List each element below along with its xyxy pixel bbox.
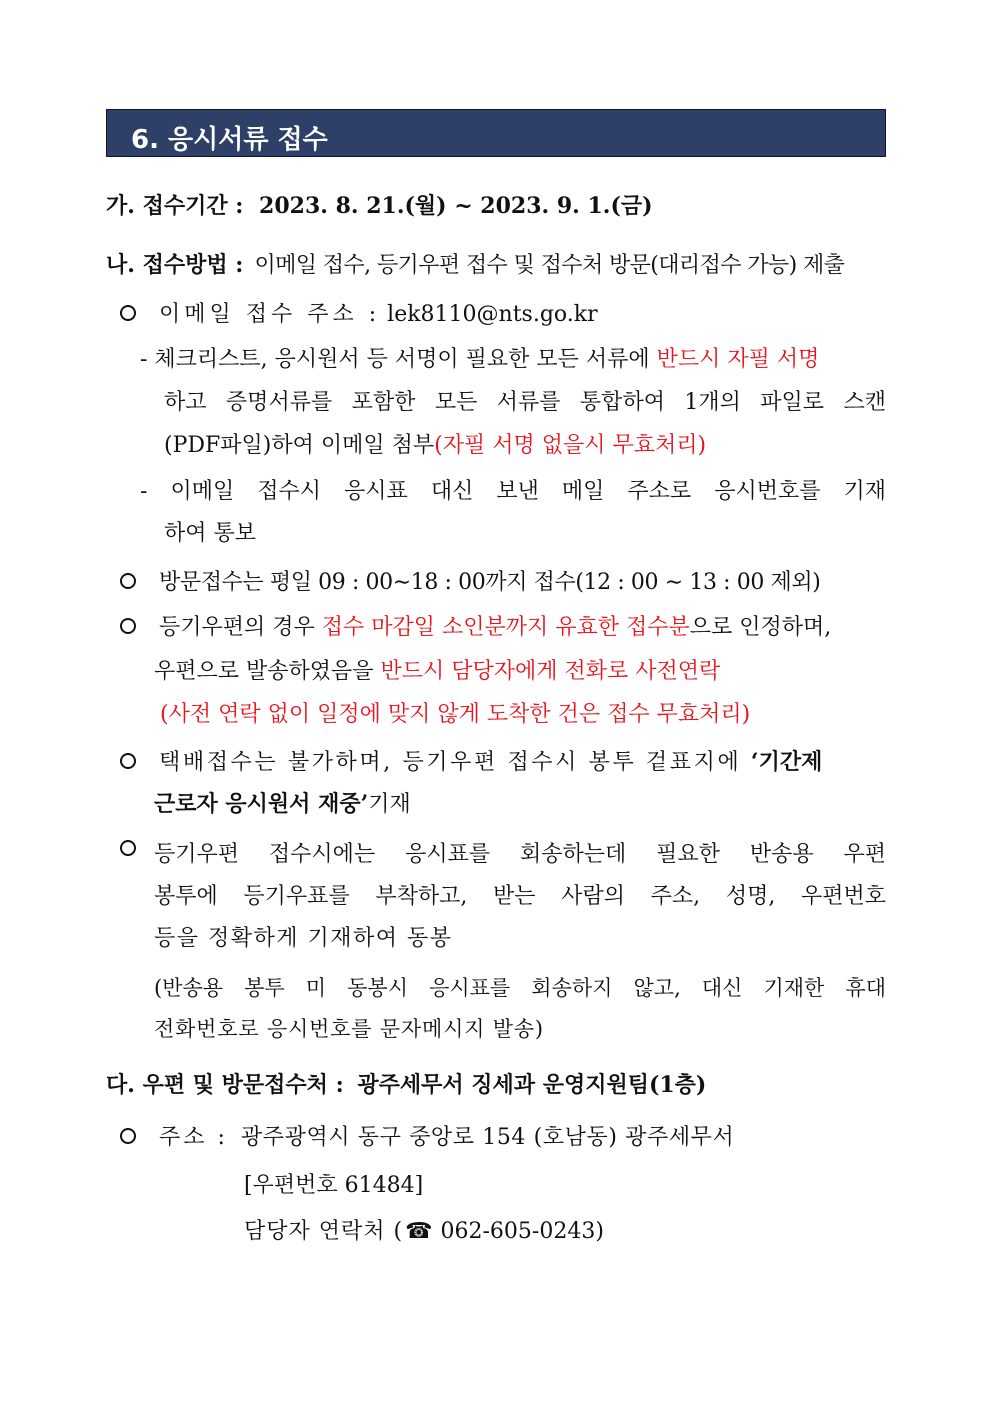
registered-red: 접수 마감일 소인분까지 유효한 접수분 [321, 615, 690, 640]
email-notice-line-2: 하여 통보 [164, 521, 257, 546]
circle-bullet-icon [120, 618, 136, 634]
email-label: 이메일 접수 주소 : [159, 302, 381, 327]
signature-note-line-3 [164, 428, 706, 459]
office-label: 다. 우편 및 방문접수처 : [106, 1072, 344, 1098]
email-notice-line-1: - 이메일 접수시 응시표 대신 보낸 메일 주소로 응시번호를 기재 [140, 479, 886, 504]
registered-line-1 [120, 610, 831, 641]
address-label: 주소 : [159, 1125, 228, 1150]
circle-bullet-icon [120, 1128, 136, 1144]
office-value: 광주세무서 징세과 운영지원팀(1층) [357, 1072, 707, 1098]
signature-note-line-2: 하고 증명서류를 포함한 모든 서류를 통합하여 1개의 파일로 스캔 [164, 390, 886, 415]
office-line [106, 1068, 706, 1099]
courier-text: 택배접수는 불가하며, 등기우편 접수시 봉투 겉표지에 [159, 750, 751, 775]
section-title: 6. 응시서류 접수 [131, 125, 328, 155]
period-line [106, 189, 653, 220]
signature-note-line-1 [140, 342, 819, 373]
period-value: 2023. 8. 21.(월) ~ 2023. 9. 1.(금) [259, 193, 653, 219]
signature-note-text-3: (PDF파일)하여 이메일 첨부 [164, 433, 435, 458]
circle-bullet-icon [120, 305, 136, 321]
courier-bold: ‘기간제 [750, 749, 823, 775]
method-line [106, 248, 844, 279]
return-line-1: 등기우편 접수시에는 응시표를 회송하는데 필요한 반송용 우편 [154, 842, 886, 867]
courier-line-1 [120, 745, 886, 776]
email-line [120, 297, 598, 328]
signature-note-text: - 체크리스트, 응시원서 등 서명이 필요한 모든 서류에 [140, 347, 657, 372]
visit-line [120, 565, 820, 596]
registered-line-3: (사전 연락 없이 일정에 맞지 않게 도착한 건은 접수 무효처리) [160, 702, 751, 727]
contact-phone: 062-605-0243) [440, 1219, 604, 1244]
address-line [120, 1120, 734, 1151]
registered-red-2: 반드시 담당자에게 전화로 사전연락 [380, 659, 721, 684]
telephone-icon: ☎ [405, 1219, 433, 1244]
registered-line-2 [154, 654, 720, 685]
email-address: lek8110@nts.go.kr [387, 302, 598, 327]
return-line-3: 등을 정확하게 기재하여 동봉 [154, 926, 453, 951]
contact-label: 담당자 연락처 ( [244, 1219, 404, 1244]
courier-text-2: 기재 [368, 792, 411, 817]
courier-line-2 [154, 787, 411, 818]
circle-bullet-icon [120, 837, 136, 862]
registered-text: 등기우편의 경우 [159, 615, 322, 640]
visit-text: 방문접수는 평일 09 : 00∼18 : 00까지 접수(12 : 00 ∼ 13 : 00 제외) [159, 570, 821, 595]
registered-text-b: 으로 인정하며, [689, 615, 832, 640]
return-line-2: 봉투에 등기우표를 부착하고, 받는 사람의 주소, 성명, 우편번호 [154, 884, 886, 909]
method-label: 나. 접수방법 : [106, 252, 244, 278]
period-label: 가. 접수기간 : [106, 193, 244, 219]
return-note-line-2: 전화번호로 응시번호를 문자메시지 발송) [154, 1017, 544, 1041]
circle-bullet-icon [120, 753, 136, 769]
signature-note-red-3: (자필 서명 없을시 무효처리) [434, 433, 707, 458]
postal-code: [우편번호 61484] [244, 1173, 424, 1198]
circle-bullet-icon [120, 573, 136, 589]
signature-note-red: 반드시 자필 서명 [656, 347, 820, 372]
courier-bold-2: 근로자 응시원서 재중’ [154, 791, 369, 817]
section-header [106, 109, 886, 157]
contact-line [244, 1214, 604, 1245]
method-value: 이메일 접수, 등기우편 접수 및 접수처 방문(대리접수 가능) 제출 [254, 253, 845, 278]
return-note-line-1: (반송용 봉투 미 동봉시 응시표를 회송하지 않고, 대신 기재한 휴대 [154, 976, 886, 1000]
registered-text-2: 우편으로 발송하였음을 [154, 659, 381, 684]
address-value: 광주광역시 동구 중앙로 154 (호남동) 광주세무서 [240, 1125, 735, 1150]
